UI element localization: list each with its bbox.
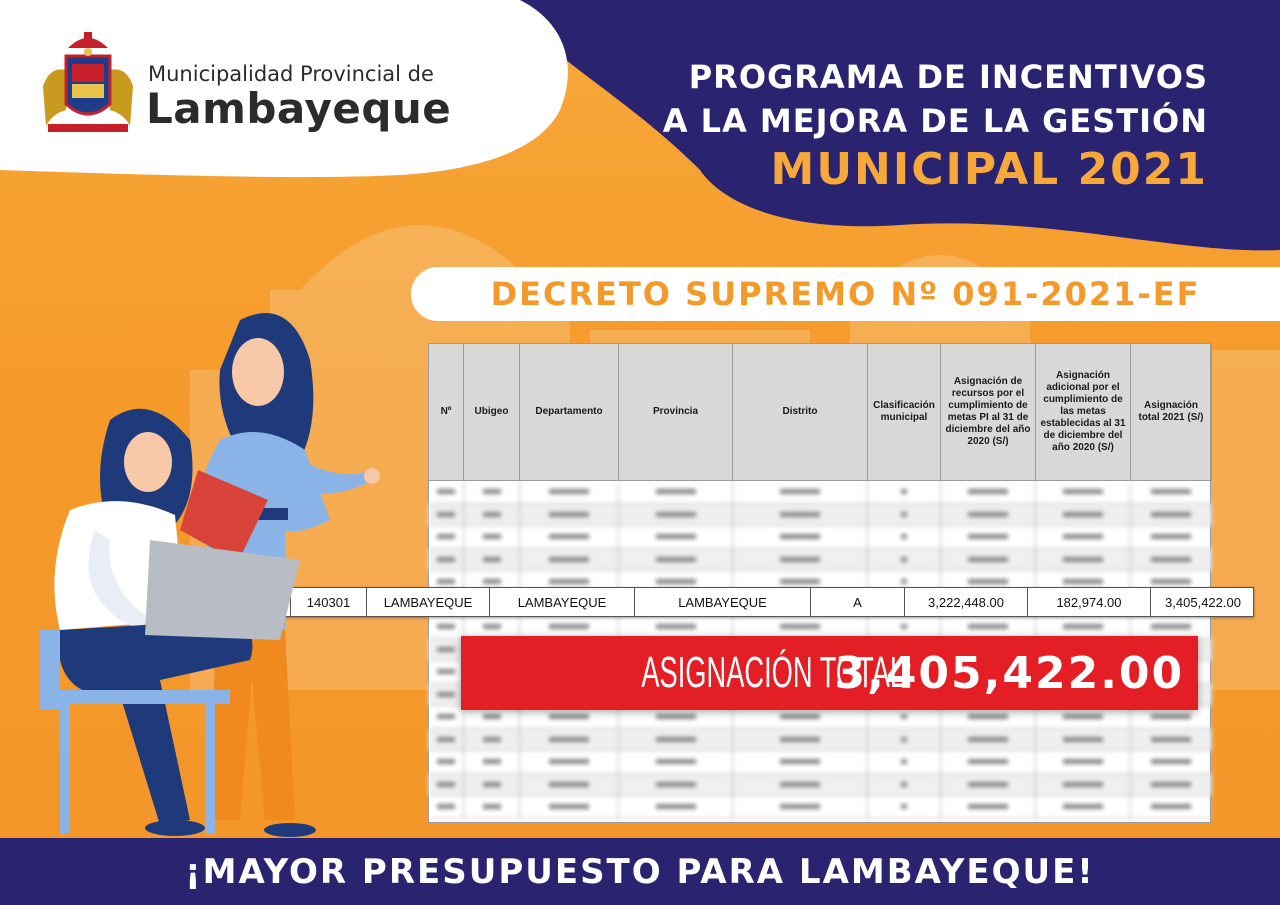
municipality-name: Lambayeque [146,84,452,133]
blurred-cell [941,751,1036,774]
blurred-cell [619,526,733,549]
blurred-cell [429,481,464,504]
blurred-cell [1036,549,1131,572]
decree-banner: DECRETO SUPREMO Nº 091-2021-EF [411,267,1280,321]
blurred-cell [941,796,1036,819]
blurred-table-row [429,504,1210,527]
total-allocation-banner [461,636,1198,710]
blurred-cell [520,796,619,819]
blurred-cell [868,796,941,819]
blurred-cell [619,774,733,797]
blurred-cell [1131,796,1212,819]
blurred-cell [733,526,868,549]
blurred-table-row [429,481,1210,504]
blurred-cell [429,549,464,572]
blurred-cell [429,639,464,662]
blurred-cell [429,796,464,819]
blurred-cell [464,796,520,819]
blurred-cell [941,504,1036,527]
blurred-cell [1131,526,1212,549]
blurred-cell [941,774,1036,797]
blurred-cell [941,729,1036,752]
blurred-table-row [429,774,1210,797]
blurred-cell [733,549,868,572]
blurred-cell [1036,796,1131,819]
blurred-cell [464,504,520,527]
row-pi-allocation: 3,222,448.00 [905,588,1028,616]
table-header-cell: Departamento [520,344,619,481]
blurred-cell [733,774,868,797]
blurred-table-row [429,729,1210,752]
table-header-cell: Asignación adicional por el cumplimiento de las metas establecidas al 31 de diciembre del año 2020 (S/) [1036,344,1131,481]
blurred-cell [520,526,619,549]
table-header-cell: Ubigeo [464,344,520,481]
blurred-cell [619,481,733,504]
blurred-cell [733,504,868,527]
blurred-cell [1036,504,1131,527]
coat-of-arms-logo [38,26,138,136]
blurred-cell [733,481,868,504]
blurred-cell [868,751,941,774]
table-header-cell: Provincia [619,344,733,481]
blurred-cell [429,526,464,549]
blurred-cell [429,684,464,707]
blurred-cell [520,751,619,774]
blurred-table-row [429,751,1210,774]
blurred-cell [429,504,464,527]
blurred-table-row [429,549,1210,572]
table-header-cell: Asignación total 2021 (S/) [1131,344,1212,481]
blurred-cell [520,481,619,504]
table-header-cell: Nº [429,344,464,481]
blurred-cell [1131,504,1212,527]
blurred-cell [733,751,868,774]
footer-banner: ¡MAYOR PRESUPUESTO PARA LAMBAYEQUE! [0,838,1280,905]
municipality-line1: Municipalidad Provincial de [148,62,434,86]
blurred-cell [464,526,520,549]
program-title-line1: PROGRAMA DE INCENTIVOS [688,58,1208,96]
blurred-cell [1036,729,1131,752]
blurred-cell [941,526,1036,549]
blurred-cell [429,616,464,639]
allocation-table [428,343,1211,823]
blurred-cell [1036,526,1131,549]
blurred-cell [619,751,733,774]
blurred-cell [464,774,520,797]
row-total-allocation: 3,405,422.00 [1165,594,1241,610]
blurred-cell [1131,481,1212,504]
blurred-cell [733,729,868,752]
program-title-line3: MUNICIPAL 2021 [770,144,1208,195]
row-district: LAMBAYEQUE [635,588,811,616]
blurred-cell [1036,481,1131,504]
blurred-cell [520,504,619,527]
blurred-cell [429,774,464,797]
blurred-cell [868,549,941,572]
blurred-table-row [429,796,1210,819]
blurred-cell [429,751,464,774]
blurred-cell [1131,751,1212,774]
blurred-cell [941,481,1036,504]
blurred-cell [1131,774,1212,797]
blurred-cell [619,729,733,752]
blurred-cell [941,549,1036,572]
blurred-cell [464,481,520,504]
table-header-cell: Asignación de recursos por el cumplimiento de metas PI al 31 de diciembre del año 2020 (S/) [941,344,1036,481]
blurred-cell [868,526,941,549]
blurred-cell [619,504,733,527]
blurred-cell [464,729,520,752]
blurred-cell [868,774,941,797]
blurred-cell [1131,549,1212,572]
blurred-cell [868,481,941,504]
row-province: LAMBAYEQUE [490,588,635,616]
blurred-cell [520,549,619,572]
blurred-cell [619,549,733,572]
blurred-cell [868,729,941,752]
blurred-cell [429,729,464,752]
table-header-cell: Clasificación municipal [868,344,941,481]
row-classification: A [811,588,905,616]
blurred-cell [868,504,941,527]
total-allocation-label: ASIGNACIÓN TOTAL: [641,648,913,697]
blurred-cell [429,661,464,684]
women-illustration [0,300,430,845]
blurred-cell [429,706,464,729]
blurred-cell [1036,751,1131,774]
row-additional-allocation: 182,974.00 [1028,588,1151,616]
row-ubigeo: 140301 [291,588,367,616]
table-header [429,344,1210,481]
program-title-line2: A LA MEJORA DE LA GESTIÓN [662,102,1208,140]
total-allocation-value: 3,405,422.00 [834,647,1185,699]
table-header-cell: Distrito [733,344,868,481]
blurred-cell [1036,774,1131,797]
blurred-cell [464,751,520,774]
blurred-cell [1131,729,1212,752]
blurred-cell [619,796,733,819]
blurred-cell [520,774,619,797]
blurred-cell [733,796,868,819]
row-department: LAMBAYEQUE [367,588,490,616]
blurred-cell [520,729,619,752]
blurred-cell [464,549,520,572]
blurred-table-row [429,526,1210,549]
program-title [663,55,1208,197]
